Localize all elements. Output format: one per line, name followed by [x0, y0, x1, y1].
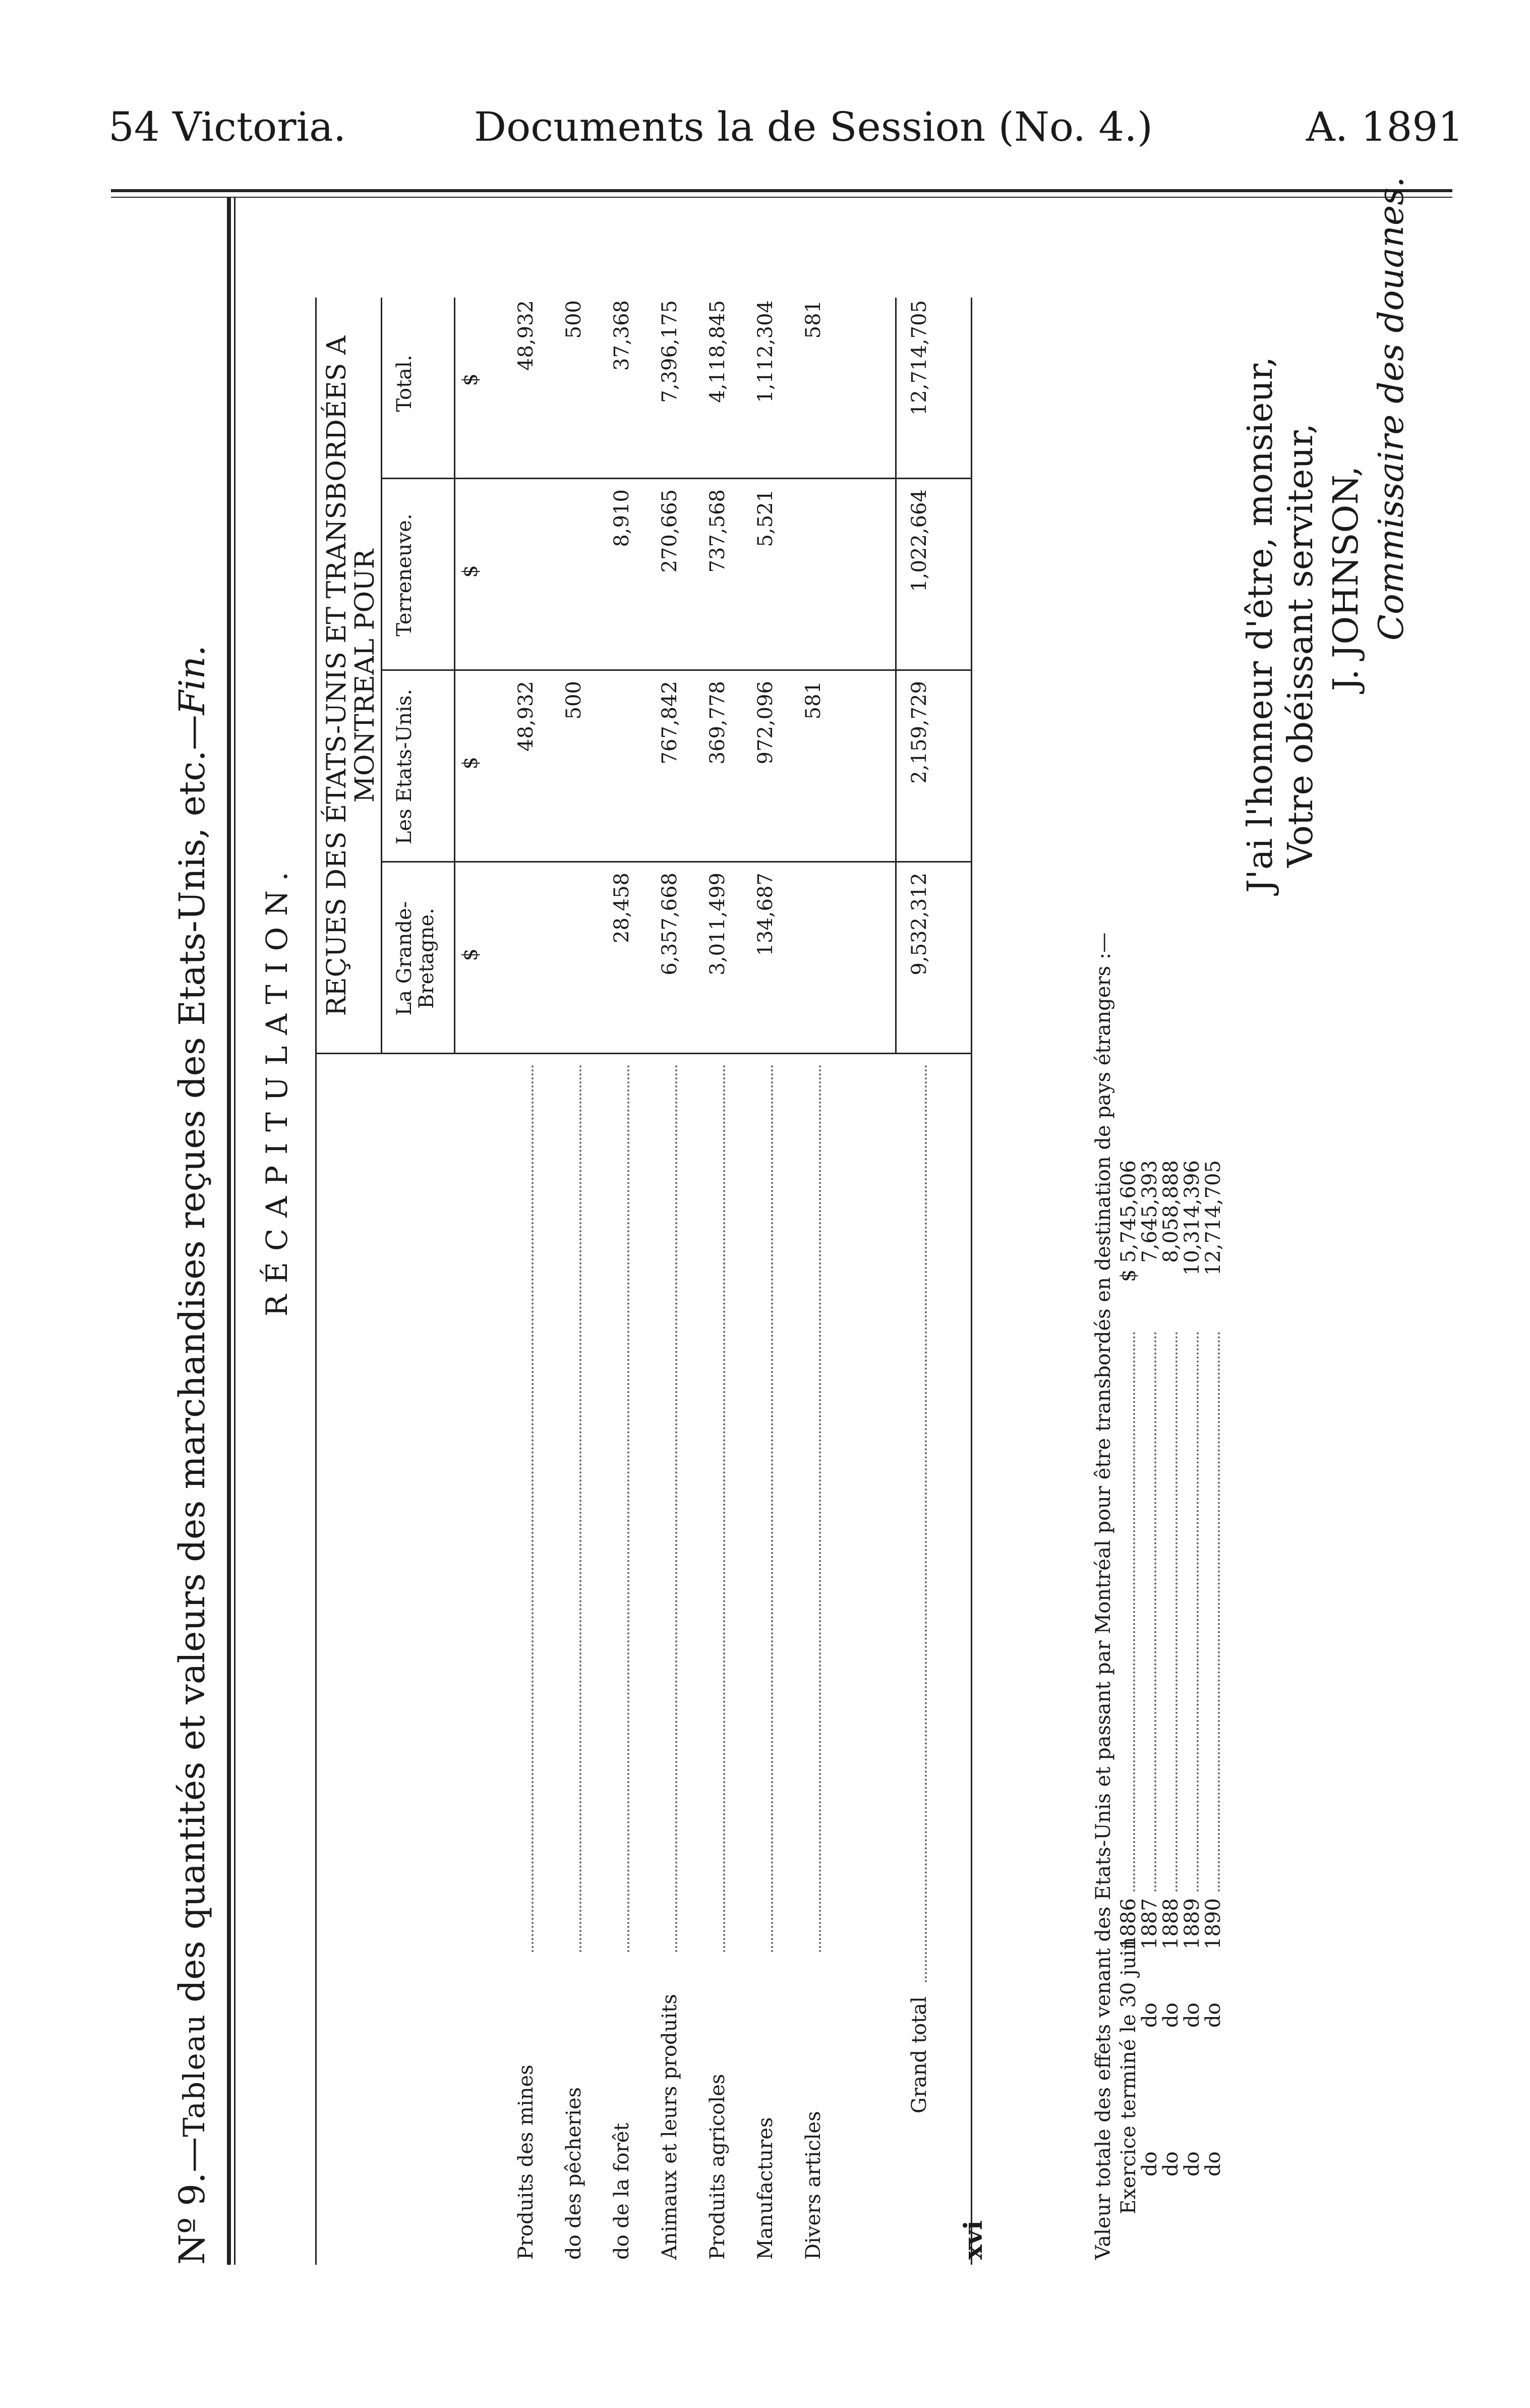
- title-fin: Fin.: [171, 645, 213, 715]
- table-cell: 581: [802, 300, 825, 339]
- valeur-prefix: do: [1202, 2151, 1225, 2176]
- col-header-rule: [454, 298, 455, 1054]
- valeur-year: 1890: [1202, 1898, 1225, 1950]
- col-header-us: Les Etats-Unis.: [393, 689, 416, 845]
- title-number: Nº 9.—: [171, 2137, 213, 2265]
- row-label: Animaux et leurs produits: [658, 1994, 681, 2260]
- page-header: [0, 0, 1530, 166]
- total-rule: [895, 298, 897, 1054]
- group-header-rule: [381, 298, 382, 1054]
- valeur-leader-dots: [1218, 1332, 1220, 1891]
- total-cell: 9,532,312: [908, 873, 931, 976]
- valeur-value: 12,714,705: [1202, 1160, 1225, 1276]
- valeur-year: 1888: [1159, 1898, 1183, 1950]
- currency-nf: $: [459, 565, 482, 578]
- table-cell: 5,521: [754, 489, 777, 547]
- valeur-leader-dots: [1154, 1332, 1156, 1891]
- valeur-title: Valeur totale des effets venant des Etats-Unis et passant par Montréal pour être transbordés en destination de pays étrangers :—: [1092, 932, 1115, 2260]
- table-bottom-rule: [971, 298, 972, 2265]
- col-sep-3: [381, 478, 971, 479]
- col-sep-0: [315, 1053, 971, 1054]
- valeur-leader-dots: [1175, 1332, 1178, 1891]
- table-cell: 134,687: [754, 873, 777, 956]
- col-sep-1: [381, 861, 971, 863]
- total-label: Grand total: [908, 1996, 931, 2113]
- total-cell: 12,714,705: [908, 300, 931, 416]
- row-leader-dots: [675, 1064, 677, 1952]
- table-title: [171, 197, 213, 2265]
- row-leader-dots: [627, 1064, 629, 1952]
- table-cell: 48,932: [514, 300, 538, 371]
- table-cell: 972,096: [754, 681, 777, 765]
- table-cell: 767,842: [658, 681, 681, 765]
- row-label: Produits agricoles: [706, 2074, 729, 2260]
- row-label: Produits des mines: [514, 2065, 538, 2260]
- col-header-nf: Terreneuve.: [393, 513, 416, 637]
- valeur-sub: do: [1159, 2002, 1183, 2028]
- row-label: Manufactures: [754, 2117, 777, 2260]
- title-word: Tableau: [177, 2014, 211, 2137]
- total-cell: 1,022,664: [908, 489, 931, 592]
- table-cell: 270,665: [658, 489, 681, 573]
- table-cell: 6,357,668: [658, 873, 681, 976]
- row-leader-dots: [532, 1064, 534, 1952]
- signature-role: Commissaire des douanes.: [1372, 177, 1411, 641]
- header-rule-thick: [111, 189, 1452, 192]
- table-cell: 37,368: [610, 300, 633, 371]
- row-leader-dots: [723, 1064, 725, 1952]
- frame-top-line-thin: [234, 197, 236, 2265]
- group-header-line2: MONTREAL POUR: [350, 549, 380, 803]
- total-leader-dots: [925, 1064, 927, 1982]
- valeur-leader-dots: [1197, 1332, 1199, 1891]
- valeur-year: 1887: [1138, 1898, 1161, 1950]
- valeur-year: 1886: [1117, 1898, 1140, 1950]
- frame-top-line: [227, 197, 231, 2265]
- valeur-sub: do: [1202, 2002, 1225, 2028]
- table-cell: 8,910: [610, 489, 633, 547]
- table-cell: 1,112,304: [754, 300, 777, 403]
- table-cell: 48,932: [514, 681, 538, 752]
- signature-name: J. JOHNSON,: [1326, 466, 1366, 691]
- header-right: A. 1891: [1306, 103, 1464, 150]
- recap-rule: [315, 298, 317, 2265]
- row-label: do de la forêt: [610, 2123, 633, 2260]
- row-leader-dots: [819, 1064, 821, 1952]
- row-leader-dots: [771, 1064, 773, 1952]
- group-header: [323, 298, 379, 1054]
- table-cell: 4,118,845: [706, 300, 729, 403]
- valeur-prefix: do: [1159, 2151, 1183, 2176]
- row-leader-dots: [579, 1064, 581, 1952]
- row-label: do des pêcheries: [562, 2087, 585, 2260]
- valeur-value: 7,645,393: [1138, 1160, 1161, 1263]
- currency-us: $: [459, 757, 482, 770]
- valeur-prefix: do: [1181, 2151, 1204, 2176]
- valeur-value: 10,314,396: [1181, 1160, 1204, 1276]
- valeur-leader-dots: [1133, 1332, 1135, 1891]
- valeur-prefix: do: [1138, 2151, 1161, 2176]
- valeur-value: $ 5,745,606: [1117, 1160, 1140, 1282]
- table-cell: 7,396,175: [658, 300, 681, 403]
- table-cell: 500: [562, 681, 585, 720]
- table-cell: 581: [802, 681, 825, 720]
- rotated-table-block: [171, 177, 1493, 2265]
- valeur-year: 1889: [1181, 1898, 1204, 1950]
- col-header-total: Total.: [393, 355, 416, 412]
- header-left: 54 Victoria.: [108, 103, 346, 150]
- table-cell: 737,568: [706, 489, 729, 573]
- col-header-gb: La Grande-Bretagne.: [393, 901, 438, 1016]
- signature-line2: Votre obéissant serviteur,: [1281, 423, 1321, 868]
- valeur-prefix: Exercice terminé le 30 juin: [1117, 1937, 1140, 2214]
- group-header-line1: REÇUES DES ÉTATS-UNIS ET TRANSBORDÉES A: [322, 335, 352, 1016]
- table-cell: 500: [562, 300, 585, 339]
- header-center: Documents la de Session (No. 4.): [474, 103, 1153, 150]
- table-cell: 28,458: [610, 873, 633, 943]
- currency-total: $: [459, 373, 482, 386]
- table-cell: 3,011,499: [706, 873, 729, 976]
- total-cell: 2,159,729: [908, 681, 931, 784]
- valeur-value: 8,058,888: [1159, 1160, 1183, 1263]
- recap-title: RÉCAPITULATION.: [260, 861, 294, 1316]
- col-sep-2: [381, 669, 971, 671]
- currency-gb: $: [459, 948, 482, 961]
- valeur-sub: do: [1181, 2002, 1204, 2028]
- row-label: Divers articles: [802, 2111, 825, 2260]
- page-number: xvi: [958, 2220, 988, 2260]
- signature-line1: J'ai l'honneur d'être, monsieur,: [1241, 356, 1280, 893]
- valeur-sub: do: [1138, 2002, 1161, 2028]
- table-cell: 369,778: [706, 681, 729, 765]
- title-rest: des quantités et valeurs des marchandises reçues des Etats-Unis, etc.—: [171, 715, 213, 2014]
